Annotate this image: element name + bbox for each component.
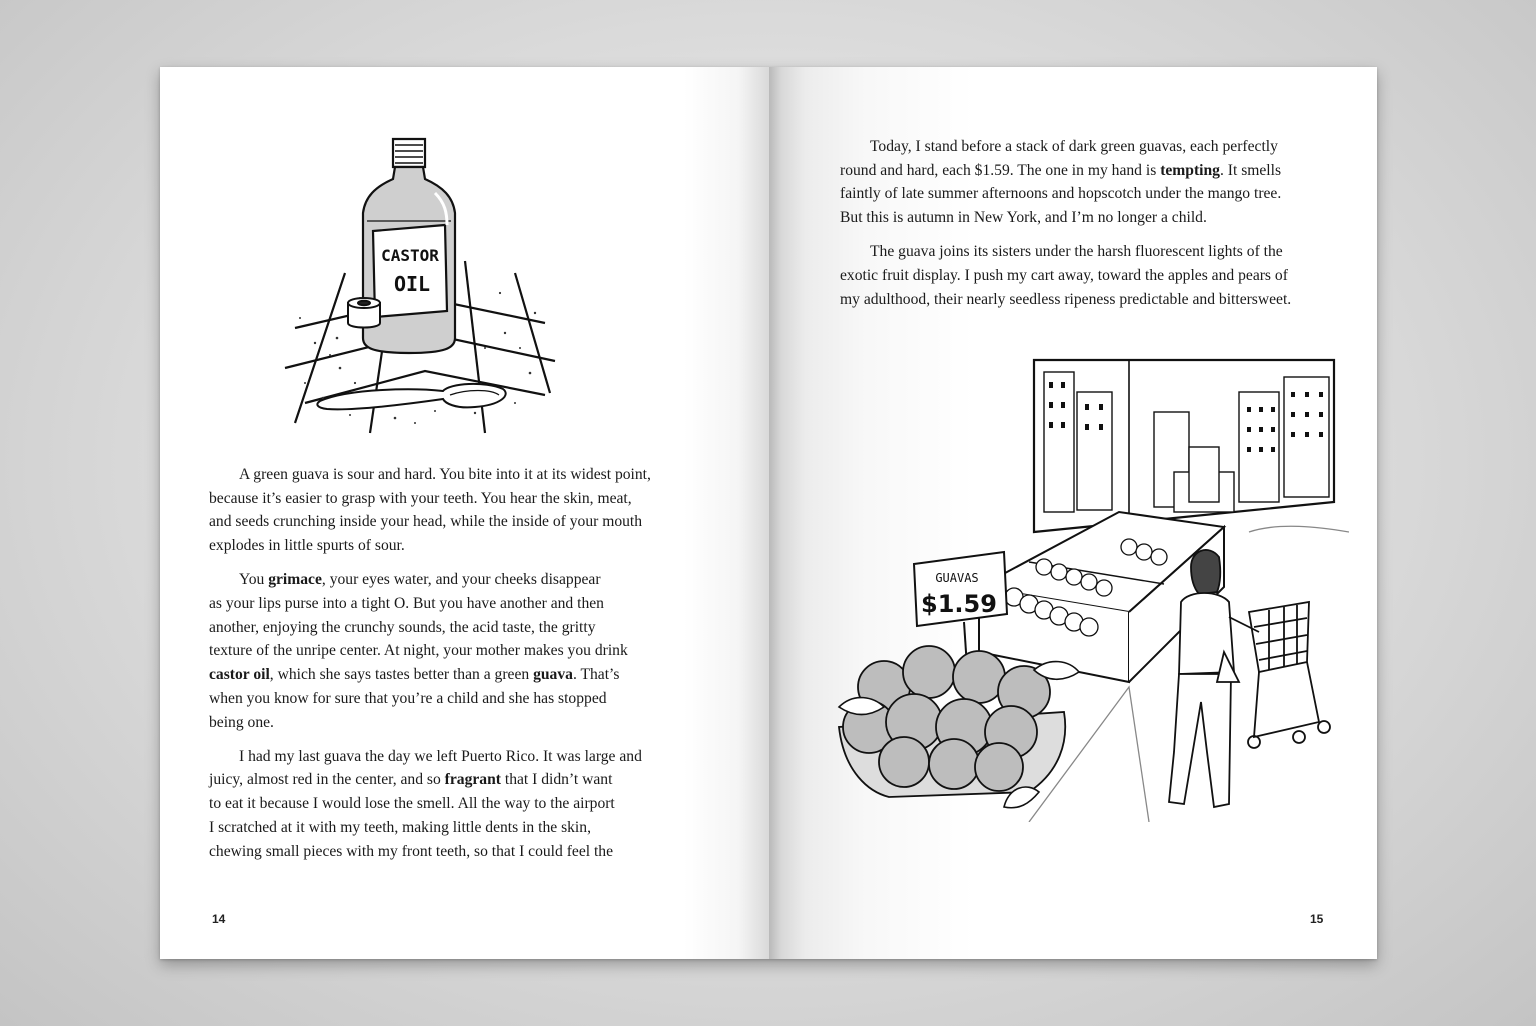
text-line: But this is autumn in New York, and I’m no longer a child.: [840, 209, 1207, 227]
page-number: 14: [212, 912, 226, 926]
price-sign-title: GUAVAS: [935, 571, 979, 585]
paragraph: [840, 135, 1340, 230]
text-line: and seeds crunching inside your head, while the inside of your mouth: [209, 513, 643, 531]
text-line: I had my last guava the day we left Puerto Rico. It was large and: [239, 747, 642, 765]
text-line: to eat it because I would lose the smell. All the way to the airport: [209, 795, 615, 813]
text-run: . It smells: [1219, 161, 1282, 179]
text-line: another, enjoying the crunchy sounds, the acid taste, the gritty: [209, 618, 596, 636]
text-line: explodes in little spurts of sour.: [209, 537, 405, 555]
vocab-word-tempting: tempting: [1160, 161, 1220, 179]
paragraph: [209, 568, 709, 734]
text-line: being one.: [209, 713, 274, 731]
text-line: texture of the unripe center. At night, your mother makes you drink: [209, 642, 628, 660]
text-line: I scratched at it with my teeth, making little dents in the skin,: [209, 818, 591, 836]
text-line: when you know for sure that you’re a child and she has stopped: [209, 689, 607, 707]
paragraph: [209, 463, 709, 558]
text-run: , your eyes water, and your cheeks disappear: [321, 571, 601, 589]
castor-oil-illustration: [275, 133, 565, 443]
bottle-label-line2: OIL: [393, 272, 431, 296]
text-run: You: [239, 571, 269, 589]
text-line: faintly of late summer afternoons and hopscotch under the mango tree.: [840, 185, 1282, 203]
city-buildings: [1044, 372, 1329, 512]
text-line: [209, 568, 709, 592]
text-line: my adulthood, their nearly seedless ripeness predictable and bittersweet.: [840, 290, 1292, 308]
vocab-word-castor-oil: castor oil: [209, 666, 270, 684]
page-number: 15: [1310, 912, 1324, 926]
text-line: exotic fruit display. I push my cart away, toward the apples and pears of: [840, 267, 1288, 285]
text-line: [179, 663, 709, 687]
book-spread: [160, 67, 1377, 959]
bottle-cap: [348, 298, 380, 328]
right-page: [769, 67, 1377, 959]
text-line: The guava joins its sisters under the harsh fluorescent lights of the: [870, 243, 1283, 261]
text-run: . That’s: [572, 666, 620, 684]
left-page: [160, 67, 769, 959]
text-line: chewing small pieces with my front teeth, so that I could feel the: [209, 842, 614, 860]
text-line: [179, 768, 709, 792]
bottle-label-line1: CASTOR: [381, 246, 439, 265]
left-page-text: [209, 463, 709, 874]
vocab-word-grimace: grimace: [268, 571, 322, 589]
text-run: , which she says tastes better than a green: [269, 666, 534, 684]
guava-pile: [839, 646, 1065, 797]
text-line: as your lips purse into a tight O. But you have another and then: [209, 595, 604, 613]
vocab-word-fragrant: fragrant: [444, 771, 501, 789]
right-page-text: [840, 135, 1340, 322]
price-sign-price: $1.59: [921, 590, 997, 618]
fruit-market-illustration: [829, 352, 1349, 822]
text-line: Today, I stand before a stack of dark green guavas, each perfectly: [870, 138, 1278, 155]
paragraph: [840, 240, 1340, 311]
text-line: A green guava is sour and hard. You bite into it at its widest point,: [239, 466, 651, 483]
text-run: round and hard, each $1.59. The one in my hand is: [840, 161, 1161, 179]
text-line: [810, 159, 1340, 183]
text-run: that I didn’t want: [500, 771, 613, 789]
text-line: because it’s easier to grasp with your teeth. You hear the skin, meat,: [209, 489, 632, 507]
text-run: juicy, almost red in the center, and so: [209, 771, 445, 789]
vocab-word-guava: guava: [533, 666, 573, 684]
paragraph: [209, 745, 709, 864]
shopping-cart: [1248, 602, 1330, 748]
